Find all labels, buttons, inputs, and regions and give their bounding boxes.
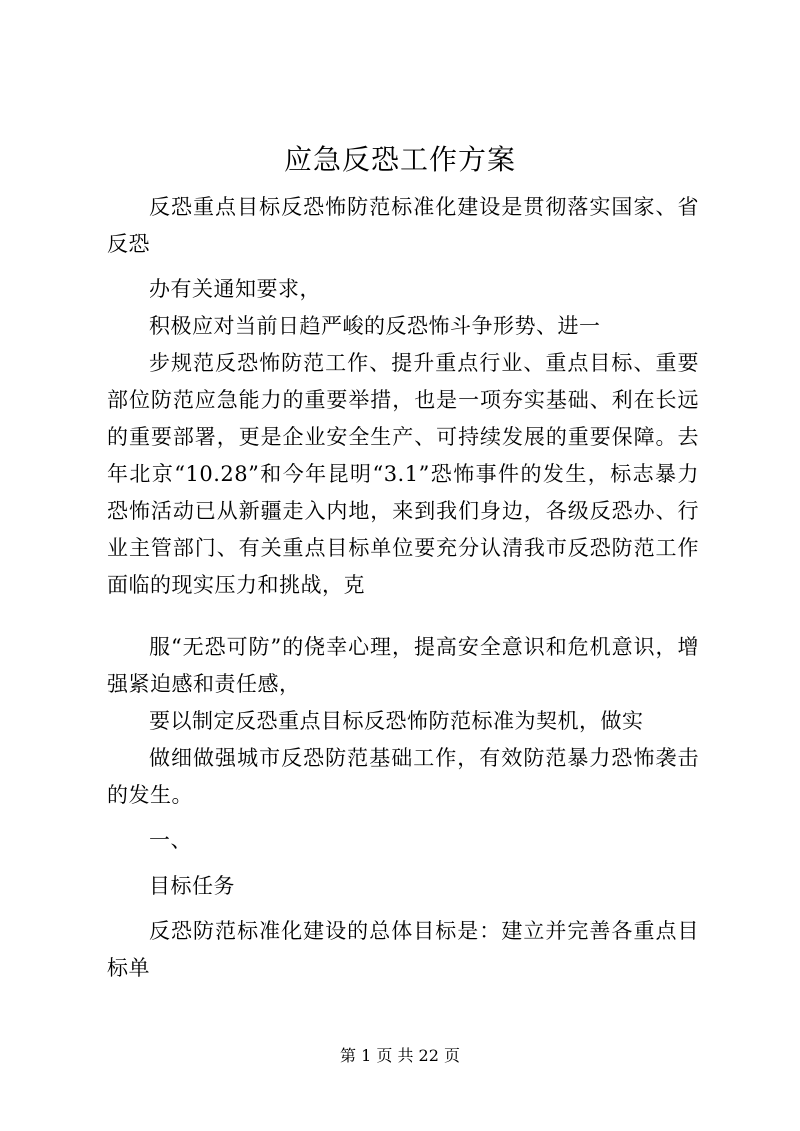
- paragraph-6: 要以制定反恐重点目标反恐怖防范标准为契机，做实: [149, 709, 644, 733]
- paragraph-3: 积极应对当前日趋严峻的反恐怖斗争形势、进一: [149, 314, 601, 338]
- document-title: 应急反恐工作方案: [283, 143, 516, 176]
- paragraph-1: 反恐重点目标反恐怖防范标准化建设是贯彻落实国家、省反恐: [107, 195, 699, 256]
- paragraph-8: 反恐防范标准化建设的总体目标是：建立并完善各重点目标单: [107, 919, 699, 980]
- page-number-footer: 第 1 页 共 22 页: [340, 1046, 460, 1065]
- paragraph-4: 步规范反恐怖防范工作、提升重点行业、重点目标、重要部位防范应急能力的重要举措，也是一项夯实基础、利在长远的重要部署，更是企业安全生产、可持续发展的重要保障。去年北京“10.28”和今年昆明“3.1”恐怖事件的发生，标志暴力恐怖活动已从新疆走入内地，来到我们身边，各级反恐办、行业主管部门、有关重点目标单位要充分认清我市反恐防范工作面临的现实压力和挑战，克: [107, 351, 699, 597]
- paragraph-5: 服“无恐可防”的侥幸心理，提高安全意识和危机意识，增强紧迫感和责任感，: [107, 635, 699, 696]
- paragraph-7: 做细做强城市反恐防范基础工作，有效防范暴力恐怖袭击的发生。: [107, 746, 699, 807]
- paragraph-2: 办有关通知要求，: [149, 277, 321, 301]
- section-heading: 目标任务: [149, 874, 235, 898]
- section-number: 一、: [149, 828, 192, 852]
